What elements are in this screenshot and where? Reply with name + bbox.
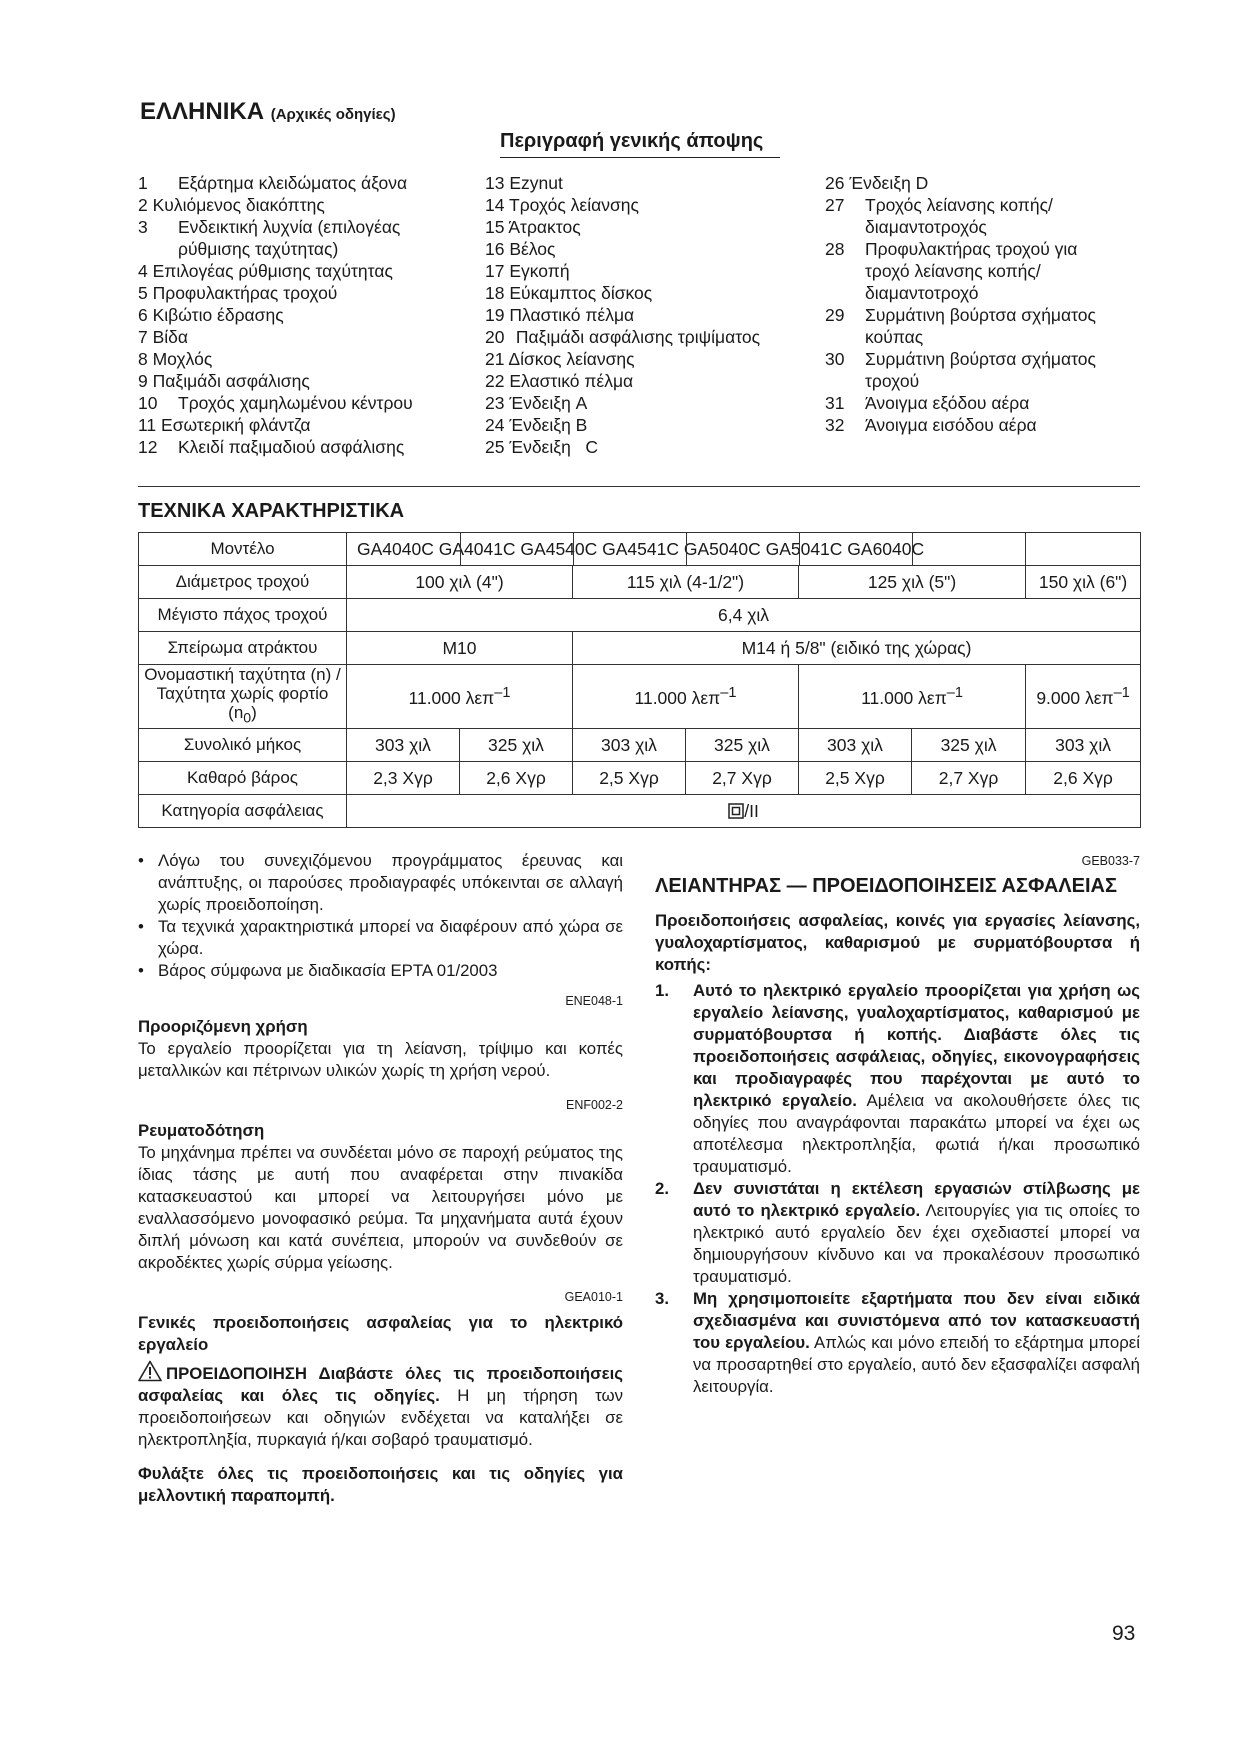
list-item: 5 Προφυλακτήρας τροχού <box>138 283 338 303</box>
models-cell <box>347 533 1026 566</box>
parts-column-2 <box>485 172 815 458</box>
left-column <box>138 850 623 1507</box>
list-item: 12 Κλειδί παξιμαδιού ασφάλισης <box>138 437 405 457</box>
table-row <box>139 795 1141 828</box>
list-item: 20 Παξιμάδι ασφάλισης τριψίματος <box>485 327 761 347</box>
list-item: 4 Επιλογέας ρύθμισης ταχύτητας <box>138 261 393 281</box>
list-item: 16 Βέλος <box>485 239 556 259</box>
general-warnings-heading: Γενικές προειδοποιήσεις ασφαλείας για το ηλεκτρικό εργαλείο <box>138 1313 623 1354</box>
list-item-continuation: τροχού <box>865 371 920 391</box>
table-cell: 303 χιλ <box>573 729 686 762</box>
table-cell: 150 χιλ (6") <box>1026 566 1141 599</box>
list-item: 27 Τροχός λείανσης κοπής/ <box>825 195 1053 215</box>
language-note: (Αρχικές οδηγίες) <box>270 106 396 123</box>
table-cell: 303 χιλ <box>1026 729 1141 762</box>
list-item: 7 Βίδα <box>138 327 189 347</box>
right-column <box>655 850 1140 1398</box>
table-cell: 325 χιλ <box>686 729 799 762</box>
table-cell: 115 χιλ (4-1/2") <box>573 566 799 599</box>
list-item: 23 Ένδειξη A <box>485 393 588 413</box>
list-item-continuation: τροχό λείανσης κοπής/ <box>865 261 1041 281</box>
table-cell: 9.000 λεπ$^{-1}$ <box>1026 665 1141 729</box>
table-cell: 11.000 λεπ$^{-1}$ <box>799 665 1026 729</box>
warning-icon <box>138 1360 162 1382</box>
warning-paragraph: ΠΡΟΕΙΔΟΠΟΙΗΣΗ Διαβάστε όλες τις προειδοποιήσεις ασφαλείας και όλες τις οδηγίες. Η μη τήρηση των προειδοποιήσεων και οδηγιών ενδέχεται να καταλήξει σε ηλεκτροπληξία, πυρκαγιά ή/και σοβαρό τραυματισμό. <box>138 1360 623 1451</box>
grinder-safety-heading: ΛΕΙΑΝΤΗΡΑΣ — ΠΡΟΕΙΔΟΠΟΙΗΣΕΙΣ ΑΣΦΑΛΕΙΑΣ <box>655 875 1117 897</box>
empty-cell <box>1026 533 1141 566</box>
table-row <box>139 566 1141 599</box>
list-item: 1. Αυτό το ηλεκτρικό εργαλείο προορίζεται για χρήση ως εργαλείο λείανσης, γυαλοχαρτίσματος, καθαρισμού με συρματόβουρτσα ή κοπής. Διαβάστε όλες τις προειδοποιήσεις ασφάλειας, οδηγίες, εικονογραφήσεις και προδιαγραφές που παρέχονται με αυτό το ηλεκτρικό εργαλείο. Αμέλεια να ακολουθήσετε όλες τις οδηγίες που αναγράφονται παρακάτω μπορεί να έχει ως αποτέλεσμα ηλεκτροπληξία, φωτιά ή/και προσωπικό τραυματισμό. <box>655 981 1140 1176</box>
power-supply-heading: Ρευματοδότηση <box>138 1121 265 1140</box>
table-cell: 2,3 Χγρ <box>347 762 460 795</box>
table-row <box>139 762 1141 795</box>
table-cell: 325 χιλ <box>460 729 573 762</box>
speed-label: Ονομαστική ταχύτητα (n) / Ταχύτητα χωρίς φορτίο $(n_0)$ <box>139 665 347 729</box>
list-item: 18 Εύκαμπτος δίσκος <box>485 283 653 303</box>
spec-notes <box>138 850 623 982</box>
list-item: 13 Ezynut <box>485 173 563 193</box>
double-insulation-icon <box>728 803 744 819</box>
specs-table <box>138 532 1141 828</box>
table-cell: 2,5 Χγρ <box>799 762 912 795</box>
list-item-continuation: διαμαντοτροχός <box>865 217 987 237</box>
table-cell: 2,6 Χγρ <box>1026 762 1141 795</box>
keep-instructions: Φυλάξτε όλες τις προειδοποιήσεις και τις οδηγίες για μελλοντική παραπομπή. <box>138 1464 623 1505</box>
model-label: Μοντέλο <box>139 533 347 566</box>
length-label: Συνολικό μήκος <box>139 729 347 762</box>
list-item: 14 Τροχός λείανσης <box>485 195 639 215</box>
table-cell: 125 χιλ (5") <box>799 566 1026 599</box>
list-item: 3 Ενδεικτική λυχνία (επιλογέας <box>138 217 401 237</box>
list-item: 6 Κιβώτιο έδρασης <box>138 305 284 325</box>
table-row <box>139 533 1141 566</box>
table-cell: M14 ή 5/8" (ειδικό της χώρας) <box>573 632 1141 665</box>
language-title: ΕΛΛΗΝΙΚΑ <box>140 98 265 125</box>
list-item: 25 Ένδειξη C <box>485 437 599 457</box>
model-divider <box>460 533 461 565</box>
list-item: 8 Μοχλός <box>138 349 213 369</box>
model-divider <box>912 533 913 565</box>
thickness-label: Μέγιστο πάχος τροχού <box>139 599 347 632</box>
table-cell: 303 χιλ <box>799 729 912 762</box>
table-cell: 2,7 Χγρ <box>686 762 799 795</box>
list-item-continuation: ρύθμισης ταχύτητας) <box>178 239 339 259</box>
power-supply-text: Το μηχάνημα πρέπει να συνδέεται μόνο σε παροχή ρεύματος της ίδιας τάσης με αυτή που αναφέρεται στην πινακίδα κατασκευαστού και μπορεί να λειτουργήσει μόνο με εναλλασσόμενο μονοφασικό ρεύμα. Τα μηχανήματα αυτά έχουν διπλή μόνωση και κατά συνέπεια, μπορούν να συνδεθούν σε ακροδέκτες χωρίς σύρμα γείωσης. <box>138 1143 623 1272</box>
list-item: 21 Δίσκος λείανσης <box>485 349 635 369</box>
table-cell: 11.000 λεπ$^{-1}$ <box>347 665 573 729</box>
weight-label: Καθαρό βάρος <box>139 762 347 795</box>
table-cell: 325 χιλ <box>912 729 1026 762</box>
doc-code: ENE048-1 <box>565 994 623 1008</box>
safety-intro: Προειδοποιήσεις ασφαλείας, κοινές για εργασίες λείανσης, γυαλοχαρτίσματος, καθαρισμού με συρματόβουρτσα ή κοπής: <box>655 911 1140 974</box>
intended-use-text: Το εργαλείο προορίζεται για τη λείανση, τρίψιμο και κοπές μεταλλικών και πέτρινων υλικών χωρίς τη χρήση νερού. <box>138 1039 623 1080</box>
safety-label: Κατηγορία ασφάλειας <box>139 795 347 828</box>
list-item-continuation: κούπας <box>865 327 924 347</box>
list-item: 11 Εσωτερική φλάντζα <box>138 415 311 435</box>
list-item: 9 Παξιμάδι ασφάλισης <box>138 371 310 391</box>
list-item: 1 Εξάρτημα κλειδώματος άξονα <box>138 173 408 193</box>
safety-list <box>655 980 1140 1398</box>
wheel-label: Διάμετρος τροχού <box>139 566 347 599</box>
table-row <box>139 729 1141 762</box>
language-heading <box>140 98 396 126</box>
table-cell: 2,5 Χγρ <box>573 762 686 795</box>
intended-use-heading: Προοριζόμενη χρήση <box>138 1017 308 1036</box>
list-item: 28 Προφυλακτήρας τροχού για <box>825 239 1078 259</box>
list-item: 24 Ένδειξη B <box>485 415 588 435</box>
table-cell: /II <box>347 795 1141 828</box>
list-item: 29 Συρμάτινη βούρτσα σχήματος <box>825 305 1096 325</box>
parts-column-1 <box>138 172 458 458</box>
list-item-continuation: διαμαντοτροχό <box>865 283 979 303</box>
list-item: 10 Τροχός χαμηλωμένου κέντρου <box>138 393 413 413</box>
doc-code: ENF002-2 <box>566 1098 623 1112</box>
thread-label: Σπείρωμα ατράκτου <box>139 632 347 665</box>
table-cell: M10 <box>347 632 573 665</box>
table-cell: 2,7 Χγρ <box>912 762 1026 795</box>
list-item: 32 Άνοιγμα εισόδου αέρα <box>825 415 1037 435</box>
overview-title: Περιγραφή γενικής άποψης <box>500 130 780 158</box>
list-item: 17 Εγκοπή <box>485 261 570 281</box>
doc-code: GEB033-7 <box>1081 854 1140 868</box>
table-cell: 11.000 λεπ$^{-1}$ <box>573 665 799 729</box>
list-item: 22 Ελαστικό πέλμα <box>485 371 634 391</box>
models-list: GA4040C GA4041C GA4540C GA4541C GA5040C GA5041C GA6040C <box>357 539 925 559</box>
table-cell: 100 χιλ (4") <box>347 566 573 599</box>
page-number: 93 <box>1112 1622 1136 1645</box>
table-cell: 6,4 χιλ <box>347 599 1141 632</box>
model-divider <box>686 533 687 565</box>
doc-code: GEA010-1 <box>564 1290 623 1304</box>
table-row <box>139 599 1141 632</box>
table-cell: 303 χιλ <box>347 729 460 762</box>
table-row <box>139 665 1141 729</box>
list-item: 31 Άνοιγμα εξόδου αέρα <box>825 393 1030 413</box>
parts-column-3 <box>825 172 1145 436</box>
list-item: 15 Άτρακτος <box>485 217 581 237</box>
section-divider <box>138 486 1140 487</box>
list-item: 30 Συρμάτινη βούρτσα σχήματος <box>825 349 1096 369</box>
list-item: 19 Πλαστικό πέλμα <box>485 305 635 325</box>
table-row <box>139 632 1141 665</box>
list-item: • Βάρος σύμφωνα με διαδικασία EPTA 01/2003 <box>138 961 498 980</box>
list-item: 2. Δεν συνιστάται η εκτέλεση εργασιών στίλβωσης με αυτό το ηλεκτρικό εργαλείο. Λειτουργίες για τις οποίες το ηλεκτρικό αυτό εργαλείο δεν έχει σχεδιαστεί μπορεί να δημιουργήσουν κίνδυνο και να προκαλέσουν προσωπικό τραυματισμό. <box>655 1179 1140 1286</box>
list-item: 2 Κυλιόμενος διακόπτης <box>138 195 325 215</box>
list-item: • Τα τεχνικά χαρακτηριστικά μπορεί να διαφέρουν από χώρα σε χώρα. <box>138 917 623 958</box>
model-divider <box>799 533 800 565</box>
list-item: 26 Ένδειξη D <box>825 173 929 193</box>
specs-title: ΤΕΧΝΙΚΑ ΧΑΡΑΚΤΗΡΙΣΤΙΚΑ <box>138 500 405 522</box>
table-cell: 2,6 Χγρ <box>460 762 573 795</box>
model-divider <box>573 533 574 565</box>
list-item: • Λόγω του συνεχιζόμενου προγράμματος έρευνας και ανάπτυξης, οι παρούσες προδιαγραφές υπόκεινται σε αλλαγή χωρίς προειδοποίηση. <box>138 851 623 914</box>
list-item: 3. Μη χρησιμοποιείτε εξαρτήματα που δεν είναι ειδικά σχεδιασμένα και συνιστόμενα από τον κατασκευαστή του εργαλείου. Απλώς και μόνο επειδή το εξάρτημα μπορεί να προσαρτηθεί στο εργαλείο, αυτό δεν εξασφαλίζει ασφαλή λειτουργία. <box>655 1289 1140 1396</box>
